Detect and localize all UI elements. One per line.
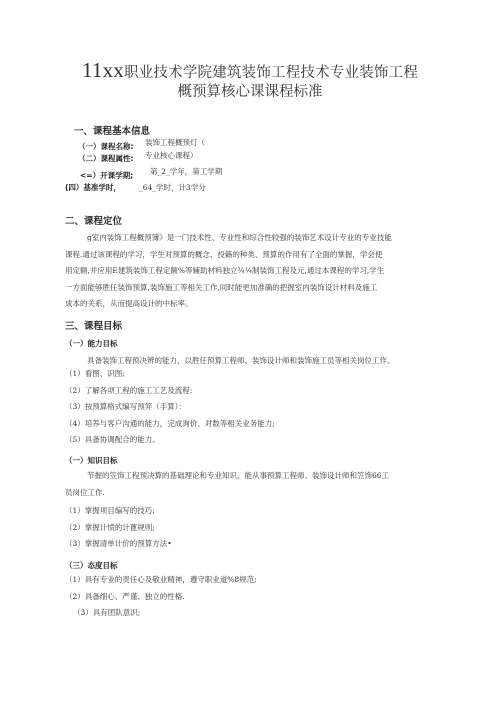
course-name-label: （一）课程名称:	[78, 142, 134, 151]
paragraph-line: 员岗位工作.	[65, 487, 105, 497]
list-item: （3）按预算格式编写预笄（手算）：	[65, 402, 187, 411]
term-value: 第_2_学年，第工学期	[150, 167, 223, 176]
title-prefix: 11xx	[81, 58, 125, 82]
hours-label: (四）基准学时，	[65, 183, 121, 192]
attitude-goals-heading: （三）态度目标	[65, 561, 118, 570]
knowledge-list	[65, 503, 172, 553]
list-item: （2）具备细心、严谨、独立的性格.	[65, 591, 185, 601]
course-name-value: 装饰工程概预灯（	[145, 138, 205, 147]
course-attr-label: （二）课程属性:	[78, 154, 134, 163]
list-item: （1）掌握项目编写的技巧;	[65, 506, 155, 515]
term-label: <=）开课学期;	[80, 171, 134, 180]
paragraph-line: 用定额,并应用E建筑装饰工程定额%等辅助材料独立¾¼制装饰工程及元,通过本课程的学习,学生	[65, 266, 385, 275]
document-title-line2: 概预算核心课课程标准	[177, 84, 323, 100]
ability-intro: 具备装饰工程预决辨的能力，以胜任预算工程师、装饰设计师和装饰施工员等相关岗位工作。	[87, 356, 395, 365]
section-goals-heading: 三、课程目标	[65, 321, 123, 332]
paragraph-line: g室内装饰工程概预簿》是一门技术性、专业性和综合性较强的装饰艺术设计专业的专业技能	[87, 233, 392, 242]
knowledge-goals-heading: （一）知识目标	[65, 456, 118, 465]
position-paragraph	[65, 230, 445, 313]
ability-list	[65, 366, 275, 449]
list-item: （3）掌握清单计价的预算方法•	[65, 539, 172, 548]
list-item: （1）具有专业的责任心及敬业精神，遵守职业道%8规范;	[65, 575, 257, 584]
list-item: （2）了解各项工程的施工工艺及流程:	[65, 385, 193, 395]
list-item: （2）掌握计愤的计蓖规则;	[65, 522, 155, 532]
paragraph-line: 成本的关系，从而提高设计的中标率。	[65, 299, 193, 308]
section-basic-info-heading: 一、课程基本信息	[74, 126, 151, 137]
ability-goals-heading: （一）能力目标	[65, 339, 118, 348]
list-item: （5）具备协调配合的能力。	[65, 435, 160, 444]
paragraph-line: 节握的笠饰工程预决算的基础理论和专业知识，能从事预算工程师、装饰设计师和笠饰66工	[87, 471, 390, 480]
knowledge-intro	[65, 468, 445, 501]
course-attr-value: 专业核心课程）	[145, 151, 198, 160]
list-item: （1）看图、识图;	[65, 369, 125, 378]
list-item: （4）培养与客户沟通的能力，完成询价、对数等相关业务能力;	[65, 418, 275, 428]
paragraph-line: 一方面能够胜任装饰预算,装饰施工等相关工作,同时能更加准确的把握室内装饰设计材料及施工	[65, 282, 378, 292]
section-position-heading: 二、课程定位	[65, 216, 123, 227]
title-text: 职业技术学院建筑装饰工程技术专业装饰工程	[124, 65, 419, 81]
list-item: （3）具有团队意识;	[73, 608, 141, 617]
attitude-list	[65, 572, 257, 622]
paragraph-line: 课程.通过该课程的学习，学生对预算的概念、投籁的种类、预算的作用有了全面的掌握，学会使	[65, 249, 383, 259]
hours-value: _64_学时，计3学分	[139, 183, 206, 192]
